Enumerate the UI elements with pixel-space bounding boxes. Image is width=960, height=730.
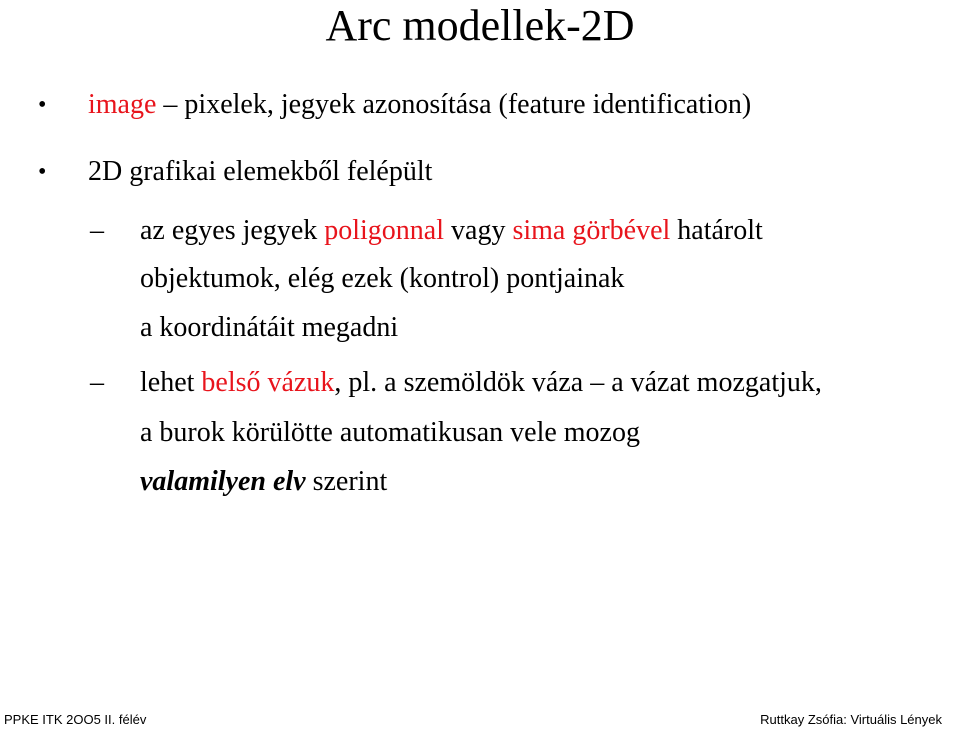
text-part: , pl. a szemöldök váza – a vázat mozgatjuk, [334, 367, 822, 398]
slide-title: Arc modellek-2D [325, 1, 635, 50]
text-part: szerint [305, 466, 388, 497]
bullet-icon: • [38, 92, 47, 118]
sub-item-line-1 [140, 366, 822, 400]
bullet-keyword-image: image [88, 89, 157, 120]
bullet-text: 2D grafikai elemekből felépült [88, 156, 433, 187]
text-part: az egyes jegyek [140, 215, 325, 246]
keyword-polygon: poligonnal [324, 215, 445, 246]
bullet-rest: – pixelek, jegyek azonosítása (feature identification) [156, 89, 752, 120]
sub-item-line-1 [140, 214, 763, 248]
dash-icon: – [90, 367, 104, 398]
bullet-icon: • [38, 159, 47, 185]
sub-item-line-2: a burok körülötte automatikusan vele mozog [140, 417, 640, 448]
keyword-smooth-curve: sima görbével [512, 215, 671, 246]
text-part: vagy [444, 215, 513, 246]
keyword-inner-skeleton: belső vázuk [201, 367, 335, 398]
text-part: lehet [140, 367, 202, 398]
emphasis-text: valamilyen elv [140, 466, 306, 497]
text-part: határolt [670, 215, 763, 246]
bullet-text [88, 88, 751, 122]
footer-author: Ruttkay Zsófia: Virtuális Lények [760, 712, 942, 727]
sub-item-line-2: objektumok, elég ezek (kontrol) pontjainak [140, 263, 625, 294]
dash-icon: – [90, 215, 104, 246]
footer-course: PPKE ITK 2OO5 II. félév [4, 712, 147, 727]
sub-item-line-3: a koordinátáit megadni [140, 312, 399, 343]
sub-item-line-3 [140, 465, 387, 499]
